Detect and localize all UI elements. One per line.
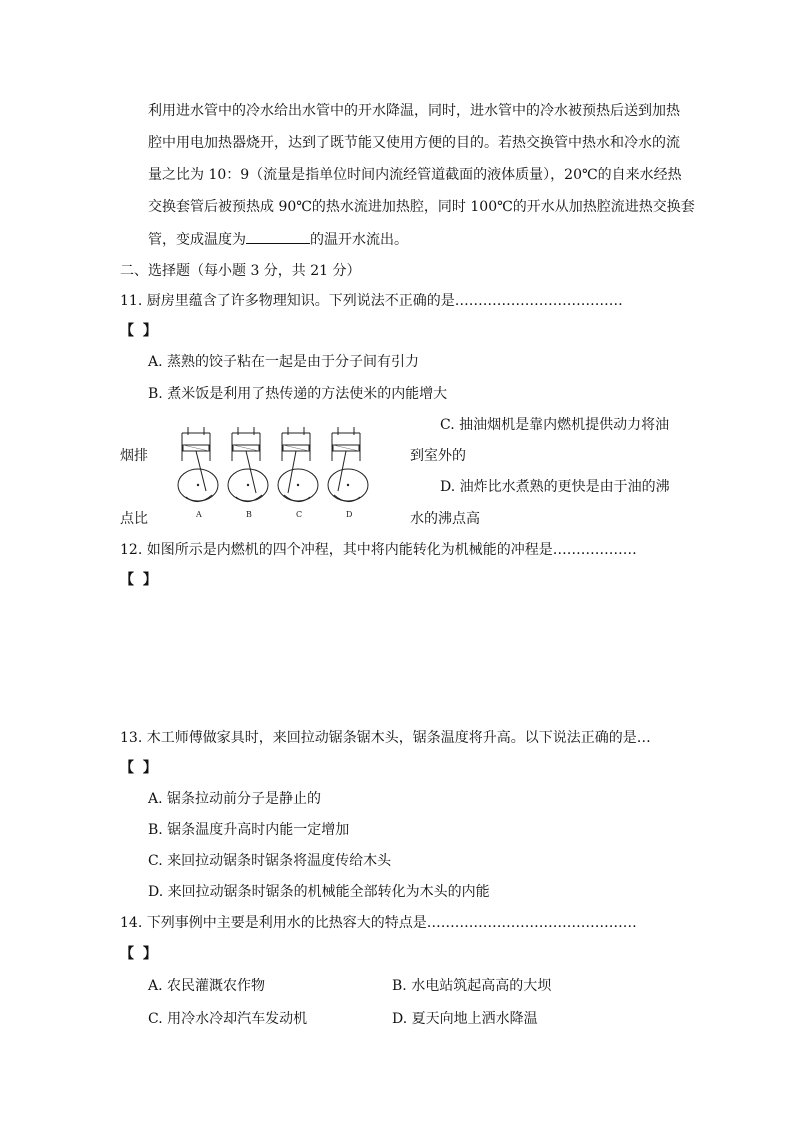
q12-stem: 12. 如图所示是内燃机的四个冲程，其中将内能转化为机械能的冲程是……………… xyxy=(120,542,637,558)
q13-option-b: B. 锯条温度升高时内能一定增加 xyxy=(148,822,350,838)
q14-stem: 14. 下列事例中主要是利用水的比热容大的特点是……………………………………… xyxy=(120,915,637,931)
q14-option-d: D. 夏天向地上洒水降温 xyxy=(392,1011,538,1027)
q11-option-d-part2: 水的沸点高 xyxy=(410,511,480,527)
paragraph-line-4: 交换套管后被预热成 90℃的热水流进加热腔，同时 100℃的开水从加热腔流进热交换套 xyxy=(148,199,695,215)
q11-option-d-part1: D. 油炸比水煮熟的更快是由于油的沸 xyxy=(440,479,670,495)
engine-stroke-c xyxy=(278,427,318,502)
q11-option-c-part1: C. 抽油烟机是靠内燃机提供动力将油 xyxy=(440,417,670,433)
q14-option-b: B. 水电站筑起高高的大坝 xyxy=(392,978,552,994)
q13-option-c: C. 来回拉动锯条时锯条将温度传给木头 xyxy=(148,853,392,869)
paragraph-line-5-start: 管，变成温度为 xyxy=(148,232,246,248)
paragraph-line-2: 腔中用电加热器烧开，达到了既节能又使用方便的目的。若热交换管中热水和冷水的流 xyxy=(148,135,680,151)
figure-label-c: C xyxy=(296,510,303,519)
section-heading: 二、选择题（每小题 3 分，共 21 分） xyxy=(120,263,361,279)
q13-stem: 13. 木工师傅做家具时，来回拉动锯条锯木头，锯条温度将升高。以下说法正确的是… xyxy=(120,730,651,746)
q11-option-c-left: 烟排 xyxy=(120,448,148,464)
figure-label-b: B xyxy=(246,510,252,519)
q13-option-d: D. 来回拉动锯条时锯条的机械能全部转化为木头的内能 xyxy=(148,884,490,900)
q11-option-a: A. 蒸熟的饺子粘在一起是由于分子间有引力 xyxy=(148,354,420,370)
answer-blank[interactable] xyxy=(246,229,310,244)
paragraph-line-1: 利用进水管中的冷水给出水管中的开水降温，同时，进水管中的冷水被预热后送到加热 xyxy=(148,103,680,119)
q11-option-b: B. 煮米饭是利用了热传递的方法使米的内能增大 xyxy=(148,386,448,402)
q11-option-c-part2: 到室外的 xyxy=(410,448,466,464)
paragraph-line-5-end: 的温开水流出。 xyxy=(310,232,408,248)
figure-label-a: A xyxy=(196,510,202,519)
q14-option-a: A. 农民灌溉农作物 xyxy=(148,978,266,994)
q13-option-a: A. 锯条拉动前分子是静止的 xyxy=(148,791,322,807)
paragraph-line-3: 量之比为 10：9（流量是指单位时间内流经管道截面的液体质量），20℃的自来水经热 xyxy=(148,167,682,183)
figure-label-d: D xyxy=(346,510,353,519)
q14-option-c: C. 用冷水冷却汽车发动机 xyxy=(148,1011,308,1027)
paragraph-line-5 xyxy=(148,229,408,250)
engine-stroke-d xyxy=(328,427,368,502)
engine-stroke-a xyxy=(178,427,218,502)
q11-answer-bracket[interactable]: 【 】 xyxy=(120,323,159,339)
engine-strokes-figure xyxy=(176,425,376,525)
q11-stem: 11. 厨房里蕴含了许多物理知识。下列说法不正确的是……………………………… xyxy=(120,293,623,309)
q12-answer-bracket[interactable]: 【 】 xyxy=(120,572,159,588)
q11-option-d-left: 点比 xyxy=(120,511,148,527)
q13-answer-bracket[interactable]: 【 】 xyxy=(120,760,159,776)
engine-stroke-b xyxy=(228,427,268,502)
q14-answer-bracket[interactable]: 【 】 xyxy=(120,946,159,962)
